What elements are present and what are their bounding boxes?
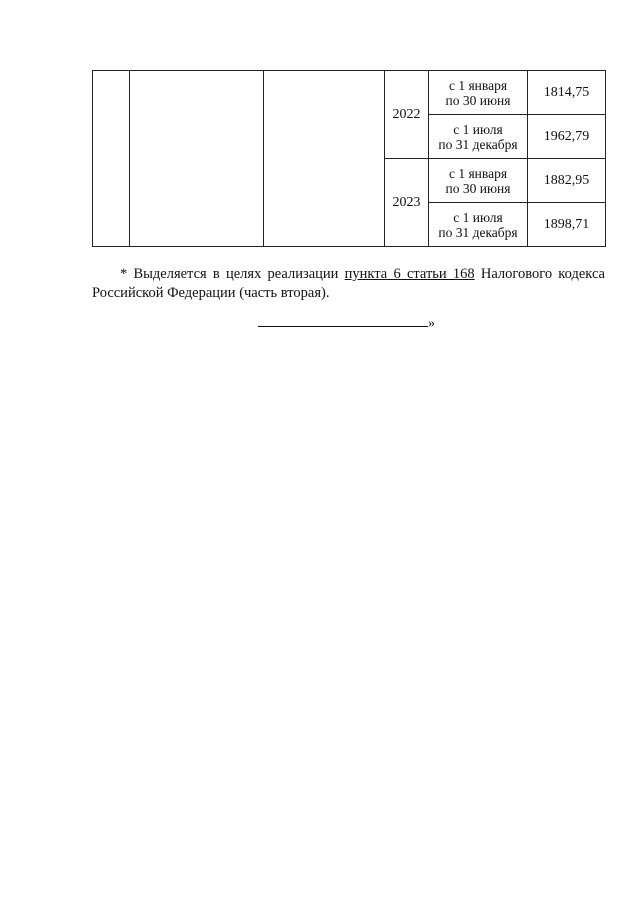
closing-quote: » [428,316,435,331]
footnote [92,265,605,303]
footnote-text-start: * Выделяется в целях реализации [120,266,345,282]
period-end: по 31 декабря [438,136,518,152]
period-start: с 1 января [448,77,508,93]
period-start: с 1 января [448,165,508,181]
period-cell [429,203,528,247]
value-cell: 1962,79 [528,115,606,159]
tariff-table [92,70,606,247]
value-cell: 1814,75 [528,71,606,115]
closing-line [258,314,435,330]
period-start: с 1 июля [453,209,503,225]
period-end: по 30 июня [445,180,511,196]
period-cell [429,159,528,203]
table-row [93,71,606,115]
empty-cell-col2 [130,71,264,247]
period-end: по 30 июня [445,92,511,108]
value-cell: 1898,71 [528,203,606,247]
legal-reference-link[interactable]: пункта 6 статьи 168 [344,266,475,282]
value-cell: 1882,95 [528,159,606,203]
period-cell [429,115,528,159]
year-cell: 2023 [385,159,429,247]
period-end: по 31 декабря [438,224,518,240]
horizontal-rule [258,314,428,327]
footnote-text-end: Налогового кодекса Российской Федерации (часть вторая). [92,266,605,301]
period-start: с 1 июля [453,121,503,137]
empty-cell-col3 [264,71,385,247]
period-cell [429,71,528,115]
year-cell: 2022 [385,71,429,159]
empty-cell-col1 [93,71,130,247]
